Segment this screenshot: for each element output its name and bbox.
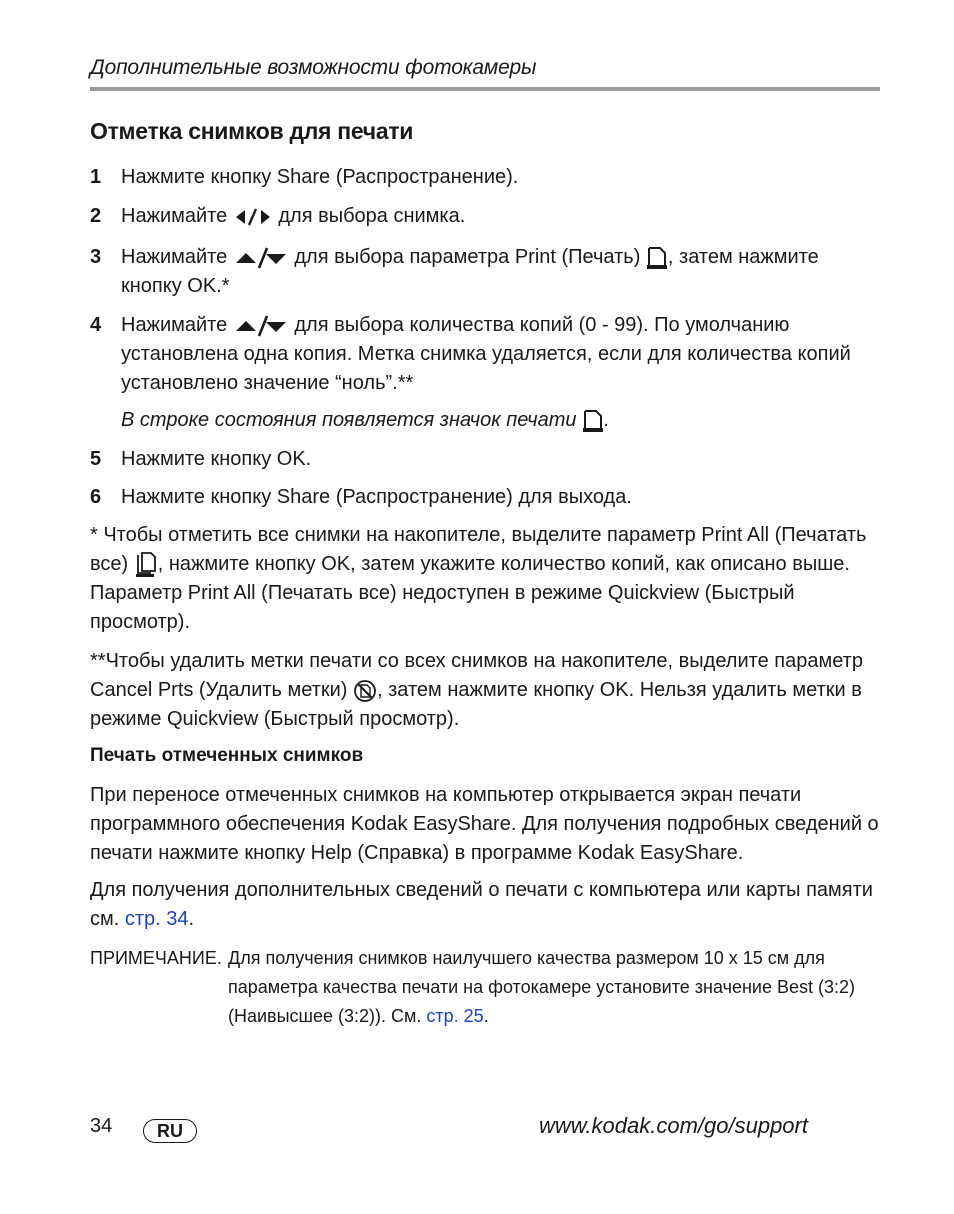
step-4 (90, 311, 880, 435)
step-result-text: В строке состояния появляется значок печати (121, 409, 577, 431)
step-text: Нажмите кнопку OK. (121, 448, 312, 470)
note-label: ПРИМЕЧАНИЕ. (90, 948, 222, 968)
up-down-arrows-icon (233, 314, 289, 338)
step-text: Нажмите кнопку Share (Распространение). (121, 166, 519, 188)
step-number: 2 (90, 205, 102, 227)
footnote-print-all (90, 521, 880, 637)
page-number: 34 (90, 1115, 113, 1137)
cancel-prints-icon (353, 679, 377, 703)
footnote-text: , нажмите кнопку OK, затем укажите количество копий, как описано выше. Параметр Print All (Печатать все) недоступен в режиме Quickview (Быстрый просмотр). (90, 553, 850, 633)
footnote-cancel-prints (90, 647, 880, 734)
step-6 (90, 483, 880, 512)
header-rule (90, 87, 880, 91)
step-number: 4 (90, 314, 102, 336)
paragraph-text: Для получения дополнительных сведений о печати с компьютера или карты памяти см. (90, 879, 873, 930)
step-text: для выбора параметра Print (Печать) (294, 246, 641, 268)
subsection-paragraph: При переносе отмеченных снимков на компьютер открывается экран печати программного обеспечения Kodak EasyShare. Для получения подробных сведений о печати нажмите кнопку Help (Справка) в программе Kodak EasyShare. (90, 784, 879, 864)
footnote-text: * Чтобы отметить все снимки на накопителе, выделите параметр Print All (Печатать все) (90, 524, 867, 575)
step-text: Нажимайте (121, 205, 228, 227)
step-text: Нажмите кнопку Share (Распространение) для выхода. (121, 486, 632, 508)
footnote-text: , затем нажмите кнопку OK. Нельзя удалить метки в режиме Quickview (Быстрый просмотр). (90, 679, 862, 730)
step-number: 5 (90, 448, 102, 470)
print-icon (646, 246, 668, 270)
language-badge: RU (143, 1119, 197, 1143)
page-25-link[interactable]: стр. 25 (426, 1006, 484, 1026)
step-text: для выбора количества копий (0 - 99). По умолчанию установлена одна копия. Метка снимка удаляется, если для количества копий установлено значение “ноль”.** (121, 314, 851, 394)
subsection-paragraph-link (90, 876, 880, 934)
step-number: 3 (90, 246, 102, 268)
paragraph-text: . (188, 908, 195, 930)
subsection-title: Печать отмеченных снимков (90, 745, 364, 766)
footnote-text: **Чтобы удалить метки печати со всех снимков на накопителе, выделите параметр Cancel Prts (Удалить метки) (90, 650, 863, 701)
step-text: , затем нажмите кнопку OK.* (121, 246, 819, 297)
step-text: для выбора снимка. (278, 205, 466, 227)
note-text: . (483, 1006, 489, 1026)
print-icon (582, 409, 604, 433)
step-number: 6 (90, 486, 102, 508)
section-title: Отметка снимков для печати (90, 118, 414, 144)
step-5 (90, 445, 880, 474)
step-text: Нажимайте (121, 246, 228, 268)
left-right-arrows-icon (233, 206, 273, 228)
note-text: Для получения снимков наилучшего качества размером 10 x 15 см для параметра качества печати на фотокамере установите значение Best (3:2) (Наивысшее (3:2)). См. (228, 948, 856, 1026)
running-header: Дополнительные возможности фотокамеры (90, 56, 537, 79)
step-result-text: . (604, 409, 610, 431)
note-body (228, 944, 868, 1031)
support-url: www.kodak.com/go/support (538, 1113, 808, 1138)
up-down-arrows-icon (233, 246, 289, 270)
step-2 (90, 202, 880, 231)
step-number: 1 (90, 166, 102, 188)
step-text: Нажимайте (121, 314, 228, 336)
step-1 (90, 163, 880, 192)
step-result (121, 406, 880, 435)
page-34-link[interactable]: стр. 34 (124, 908, 189, 930)
step-3 (90, 243, 880, 301)
print-all-icon (134, 552, 158, 578)
